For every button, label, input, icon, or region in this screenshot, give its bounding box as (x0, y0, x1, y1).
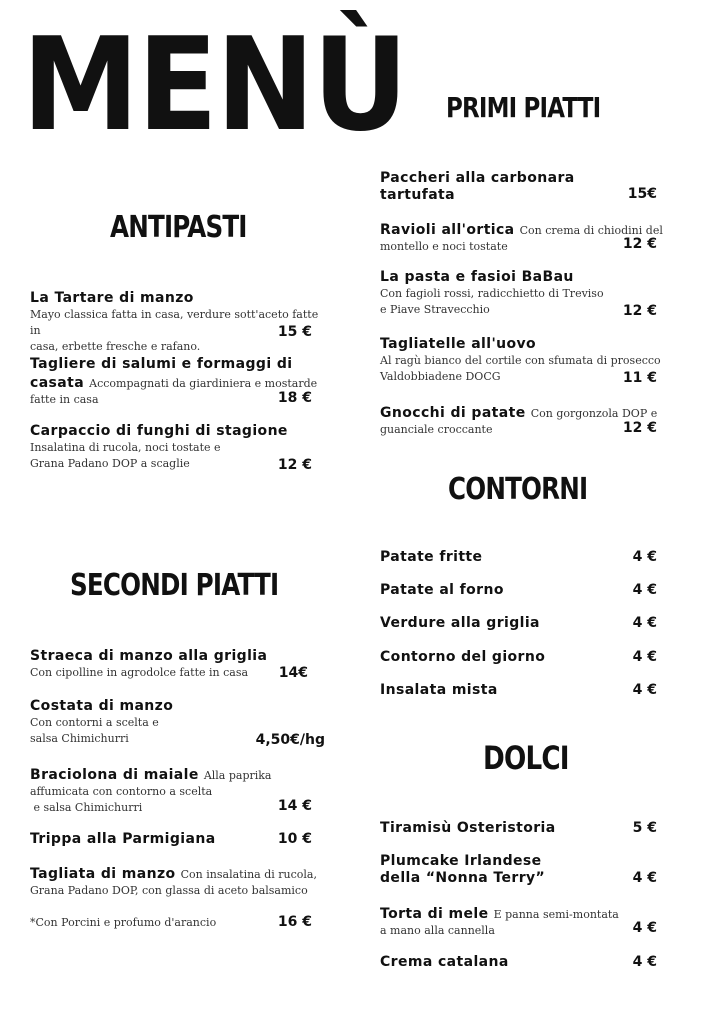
item-price: 15€ (627, 186, 657, 202)
menu-item (30, 290, 330, 355)
item-name: Paccheri alla carbonara (380, 170, 575, 186)
item-price: 4 € (632, 870, 657, 886)
item-name: Tagliata di manzo (30, 866, 176, 882)
item-price: 4 € (632, 649, 657, 665)
item-description: Grana Padano DOP, con glassa di aceto balsamico (30, 884, 308, 897)
item-name: Tiramisù Osteristoria (380, 820, 556, 836)
item-description: Insalatina di rucola, noci tostate e (30, 441, 221, 454)
item-description: Con crema di chiodini del (519, 224, 663, 237)
item-description: e Piave Stravecchio (380, 303, 490, 316)
item-description: E panna semi-montata (493, 908, 619, 921)
item-description: Al ragù bianco del cortile con sfumata di prosecco (380, 354, 661, 367)
item-name: Gnocchi di patate (380, 405, 526, 421)
item-price: 4 € (632, 954, 657, 970)
item-name: Patate fritte (380, 549, 483, 565)
secondi-heading: SECONDI PIATTI (70, 568, 279, 603)
item-description: e salsa Chimichurri (30, 801, 143, 814)
item-name: La Tartare di manzo (30, 290, 194, 306)
item-price: 14€ (278, 665, 308, 681)
item-description: a mano alla cannella (380, 924, 495, 937)
item-description: fatte in casa (30, 393, 99, 406)
item-description: Con contorni a scelta e (30, 716, 159, 729)
item-name: Costata di manzo (30, 698, 174, 714)
item-description: Con insalatina di rucola, (180, 868, 317, 881)
item-description: Accompagnati da giardiniera e mostarde (89, 377, 318, 390)
item-price: 10 € (277, 831, 312, 847)
item-name: Torta di mele (380, 906, 489, 922)
item-price: 4 € (632, 549, 657, 565)
item-description: Grana Padano DOP a scaglie (30, 457, 190, 470)
item-name: Insalata mista (380, 682, 498, 698)
item-name: tartufata (380, 187, 455, 203)
item-price: 4 € (632, 582, 657, 598)
item-description: Con gorgonzola DOP e (530, 407, 658, 420)
item-price: 5 € (632, 820, 657, 836)
item-description: Con cipolline in agrodolce fatte in casa (30, 666, 249, 679)
item-description: Mayo classica fatta in casa, verdure sott'aceto fatte in (30, 308, 319, 337)
primi-heading: PRIMI PIATTI (446, 91, 601, 124)
item-name: casata (30, 375, 85, 391)
item-name: La pasta e fasioi BaBau (380, 269, 574, 285)
item-price: 16 € (277, 914, 312, 930)
item-price: 4 € (632, 615, 657, 631)
item-description: casa, erbette fresche e rafano. (30, 340, 201, 353)
item-name: Ravioli all'ortica (380, 222, 515, 238)
item-note: *Con Porcini e profumo d'arancio (30, 916, 217, 929)
item-description: montello e noci tostate (380, 240, 508, 253)
item-price: 12 € (622, 236, 657, 252)
item-description: salsa Chimichurri (30, 732, 129, 745)
item-name: Tagliatelle all'uovo (380, 336, 537, 352)
item-name: Tagliere di salumi e formaggi di (30, 356, 293, 372)
item-name: Contorno del giorno (380, 649, 546, 665)
item-description: Valdobbiadene DOCG (380, 370, 501, 383)
item-price: 12 € (277, 457, 312, 473)
item-price: 15 € (277, 324, 312, 340)
item-price: 18 € (277, 390, 312, 406)
item-name: Patate al forno (380, 582, 504, 598)
item-description: Con fagioli rossi, radicchietto di Treviso (380, 287, 604, 300)
item-name: della “Nonna Terry” (380, 870, 546, 886)
item-description: guanciale croccante (380, 423, 493, 436)
item-name: Verdure alla griglia (380, 615, 540, 631)
item-price: 4 € (632, 682, 657, 698)
item-price: 4,50€/hg (255, 732, 325, 748)
menu-title: MENÙ (22, 11, 407, 160)
item-name: Braciolona di maiale (30, 767, 199, 783)
item-price: 12 € (622, 303, 657, 319)
item-description: affumicata con contorno a scelta (30, 785, 213, 798)
item-name: Trippa alla Parmigiana (30, 831, 216, 847)
item-name: Crema catalana (380, 954, 509, 970)
antipasti-heading: ANTIPASTI (110, 210, 247, 245)
item-name: Plumcake Irlandese (380, 853, 542, 869)
menu-item (30, 864, 340, 899)
item-price: 11 € (622, 370, 657, 386)
item-name: Carpaccio di funghi di stagione (30, 423, 288, 439)
item-price: 4 € (632, 920, 657, 936)
item-description: Alla paprika (203, 769, 272, 782)
contorni-heading: CONTORNI (448, 472, 588, 507)
item-price: 14 € (277, 798, 312, 814)
item-price: 12 € (622, 420, 657, 436)
dolci-heading: DOLCI (483, 739, 569, 777)
item-name: Straeca di manzo alla griglia (30, 648, 268, 664)
